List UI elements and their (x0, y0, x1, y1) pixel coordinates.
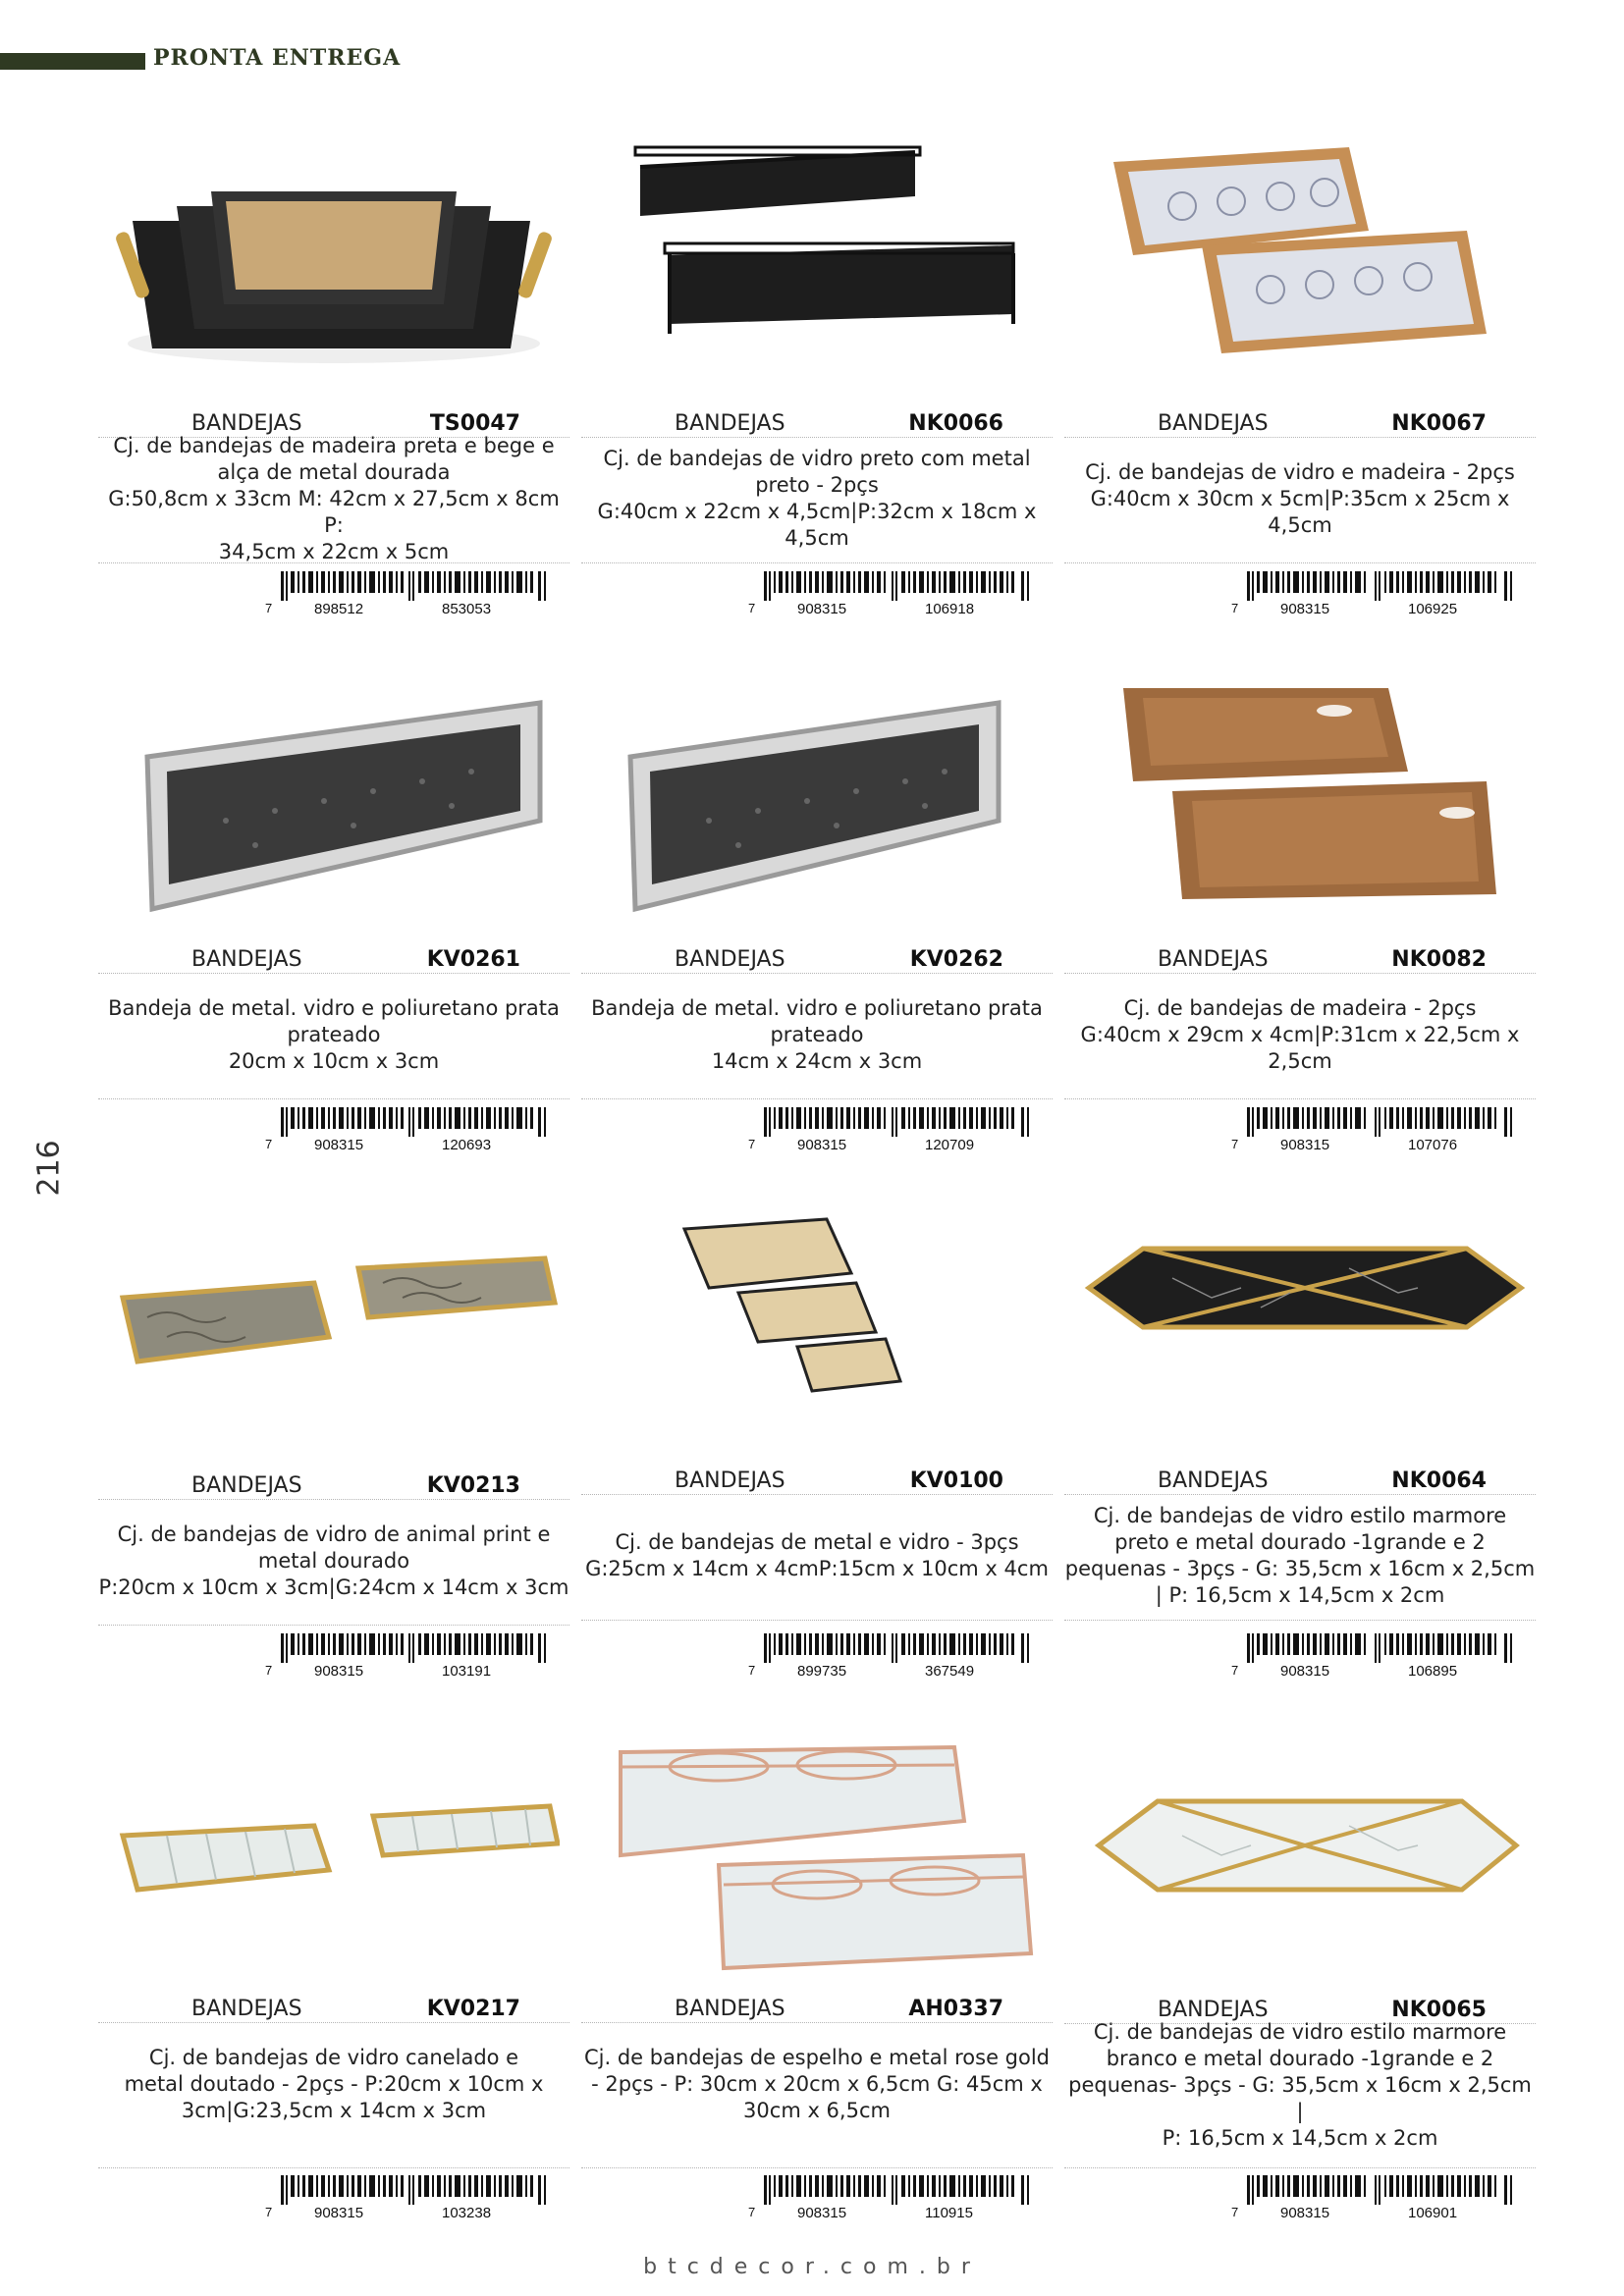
separator (581, 562, 1053, 563)
product-code: KV0262 (909, 947, 1003, 972)
barcode-right-digits: 106901 (1408, 2205, 1458, 2221)
barcode-lead-digit: 7 (748, 1137, 756, 1151)
product-category: BANDEJAS (675, 947, 785, 972)
product-category: BANDEJAS (191, 947, 302, 972)
product-image (1074, 1190, 1526, 1484)
separator (1064, 2167, 1536, 2168)
product-image (1074, 128, 1526, 422)
product-category: BANDEJAS (675, 1468, 785, 1493)
barcode-lead-digit: 7 (748, 1663, 756, 1678)
separator (581, 1098, 1053, 1099)
product-image (108, 1190, 560, 1484)
product-description: Cj. de bandejas de vidro estilo marmore branco e metal dourado -1grande e 2 pequenas- 3pçs - G: 35,5cm x 16cm x 2,5cm | P: 16,5cm x 14,5cm x 2cm (1068, 2019, 1532, 2150)
product-card (581, 1728, 1053, 2258)
product-description: Cj. de bandejas de vidro canelado e metal doutado - 2pçs - P:20cm x 10cm x 3cm|G:23,5cm x 14cm x 3cm (124, 2045, 544, 2122)
gold-glass-animal-print-trays-icon (108, 1190, 560, 1484)
barcode-bars-icon (281, 2175, 556, 2205)
product-image (108, 1728, 560, 2022)
silver-shagreen-tray-icon (108, 664, 560, 958)
product-code: AH0337 (908, 1997, 1003, 2021)
product-header (98, 943, 569, 974)
product-category: BANDEJAS (191, 1473, 302, 1498)
product-card (1064, 1728, 1536, 2258)
barcode (265, 2175, 560, 2220)
product-code: NK0066 (908, 411, 1003, 436)
wood-trays-icon (1074, 664, 1526, 958)
product-category: BANDEJAS (1158, 1998, 1269, 2022)
separator (1064, 1098, 1536, 1099)
barcode-bars-icon (764, 1633, 1039, 1663)
product-code: NK0082 (1391, 947, 1487, 972)
barcode-left-digits: 908315 (314, 2205, 364, 2221)
barcode (1231, 1633, 1526, 1679)
product-card (1064, 128, 1536, 658)
product-description: Cj. de bandejas de madeira preta e bege e alça de metal dourada G:50,8cm x 33cm M: 42cm x 27,5cm x 8cm P: 34,5cm x 22cm x 5cm (108, 433, 560, 563)
separator (1064, 1620, 1536, 1621)
barcode-lead-digit: 7 (748, 601, 756, 615)
white-marble-hexagon-trays-icon (1074, 1728, 1526, 2022)
barcode-bars-icon (1247, 2175, 1522, 2205)
product-category: BANDEJAS (1158, 1468, 1269, 1493)
product-card (1064, 1190, 1536, 1720)
barcode (1231, 571, 1526, 616)
barcode-right-digits: 106925 (1408, 601, 1458, 617)
product-header (581, 1993, 1053, 2023)
product-description: Bandeja de metal. vidro e poliuretano prata prateado 14cm x 24cm x 3cm (591, 995, 1043, 1073)
barcode-lead-digit: 7 (1231, 2205, 1239, 2219)
product-code: KV0261 (426, 947, 520, 972)
barcode-lead-digit: 7 (1231, 1663, 1239, 1678)
product-card (581, 664, 1053, 1194)
barcode (748, 2175, 1043, 2220)
product-image (108, 664, 560, 958)
product-header (98, 1993, 569, 2023)
barcode-right-digits: 103191 (442, 1663, 492, 1680)
product-image (591, 664, 1043, 958)
barcode-lead-digit: 7 (748, 2205, 756, 2219)
page-title: PRONTA ENTREGA (153, 45, 402, 71)
barcode-bars-icon (764, 2175, 1039, 2205)
barcode-left-digits: 908315 (797, 2205, 847, 2221)
product-description: Cj. de bandejas de vidro e madeira - 2pçs G:40cm x 30cm x 5cm|P:35cm x 25cm x 4,5cm (1085, 459, 1515, 537)
barcode-right-digits: 367549 (925, 1663, 975, 1680)
barcode-left-digits: 908315 (1280, 2205, 1330, 2221)
product-code: NK0067 (1391, 411, 1487, 436)
black-glass-trays-metal-rail-icon (591, 128, 1043, 422)
footer-url: btcdecor.com.br (643, 2255, 981, 2279)
barcode-bars-icon (1247, 1633, 1522, 1663)
barcode (265, 1633, 560, 1679)
barcode-bars-icon (281, 1633, 556, 1663)
barcode-right-digits: 107076 (1408, 1137, 1458, 1153)
product-description: Bandeja de metal. vidro e poliuretano prata prateado 20cm x 10cm x 3cm (108, 995, 560, 1073)
barcode-right-digits: 106895 (1408, 1663, 1458, 1680)
gold-fluted-glass-trays-icon (108, 1728, 560, 2022)
black-wood-trays-gold-handles-icon (108, 128, 560, 422)
page-number: 216 (31, 1140, 67, 1197)
barcode-bars-icon (281, 1107, 556, 1137)
product-code: KV0100 (909, 1468, 1003, 1493)
barcode-bars-icon (1247, 571, 1522, 601)
product-image (591, 1728, 1043, 2022)
black-metal-glass-box-trays-icon (591, 1190, 1043, 1484)
product-card (98, 1190, 569, 1720)
product-header (581, 943, 1053, 974)
barcode-right-digits: 106918 (925, 601, 975, 617)
rose-gold-mirror-trays-icon (591, 1728, 1043, 2022)
product-category: BANDEJAS (191, 1997, 302, 2021)
barcode-left-digits: 899735 (797, 1663, 847, 1680)
barcode-left-digits: 908315 (797, 601, 847, 617)
barcode-right-digits: 120709 (925, 1137, 975, 1153)
product-description: Cj. de bandejas de metal e vidro - 3pçs G:25cm x 14cm x 4cmP:15cm x 10cm x 4cm (585, 1530, 1049, 1580)
product-image (1074, 1728, 1526, 2022)
silver-shagreen-tray-icon (591, 664, 1043, 958)
barcode (748, 1633, 1043, 1679)
product-image (591, 128, 1043, 422)
separator (98, 562, 569, 563)
barcode (748, 1107, 1043, 1152)
product-header (98, 1469, 569, 1500)
separator (581, 2167, 1053, 2168)
product-card (98, 128, 569, 658)
separator (98, 2167, 569, 2168)
product-category: BANDEJAS (191, 411, 302, 436)
barcode-lead-digit: 7 (1231, 1137, 1239, 1151)
separator (1064, 562, 1536, 563)
product-card (581, 1190, 1053, 1720)
barcode-right-digits: 853053 (442, 601, 492, 617)
wood-glass-patterned-trays-icon (1074, 128, 1526, 422)
product-card (98, 664, 569, 1194)
barcode-lead-digit: 7 (265, 2205, 273, 2219)
product-card (1064, 664, 1536, 1194)
product-image (108, 128, 560, 422)
barcode-left-digits: 908315 (1280, 1663, 1330, 1680)
product-description: Cj. de bandejas de madeira - 2pçs G:40cm x 29cm x 4cm|P:31cm x 22,5cm x 2,5cm (1080, 995, 1520, 1073)
barcode-bars-icon (1247, 1107, 1522, 1137)
barcode-left-digits: 898512 (314, 601, 364, 617)
product-header (581, 1465, 1053, 1495)
product-code: KV0213 (426, 1473, 520, 1498)
product-code: TS0047 (429, 411, 520, 436)
product-code: KV0217 (426, 1997, 520, 2021)
product-card (98, 1728, 569, 2258)
barcode-lead-digit: 7 (265, 1137, 273, 1151)
separator (98, 1098, 569, 1099)
product-description: Cj. de bandejas de vidro preto com metal preto - 2pçs G:40cm x 22cm x 4,5cm|P:32cm x 18cm x 4,5cm (597, 447, 1037, 550)
barcode-right-digits: 110915 (925, 2205, 973, 2221)
product-image (591, 1190, 1043, 1484)
product-image (1074, 664, 1526, 958)
barcode (265, 571, 560, 616)
product-header (581, 407, 1053, 438)
product-code: NK0065 (1391, 1998, 1487, 2022)
barcode-left-digits: 908315 (1280, 1137, 1330, 1153)
product-category: BANDEJAS (1158, 947, 1269, 972)
product-card (581, 128, 1053, 658)
barcode-lead-digit: 7 (265, 601, 273, 615)
barcode-left-digits: 908315 (1280, 601, 1330, 617)
product-description: Cj. de bandejas de vidro de animal print e metal dourado P:20cm x 10cm x 3cm|G:24cm x 14cm x 3cm (98, 1522, 569, 1599)
product-description: Cj. de bandejas de espelho e metal rose gold - 2pçs - P: 30cm x 20cm x 6,5cm G: 45cm x 30cm x 6,5cm (583, 2045, 1051, 2122)
barcode-left-digits: 908315 (797, 1137, 847, 1153)
barcode-right-digits: 103238 (442, 2205, 492, 2221)
barcode (265, 1107, 560, 1152)
product-category: BANDEJAS (675, 411, 785, 436)
barcode (1231, 1107, 1526, 1152)
product-category: BANDEJAS (675, 1997, 785, 2021)
barcode-right-digits: 120693 (442, 1137, 492, 1153)
product-code: NK0064 (1391, 1468, 1487, 1493)
barcode-left-digits: 908315 (314, 1663, 364, 1680)
header-bar (0, 53, 145, 70)
barcode-bars-icon (764, 571, 1039, 601)
separator (98, 1625, 569, 1626)
barcode-lead-digit: 7 (1231, 601, 1239, 615)
product-description: Cj. de bandejas de vidro estilo marmore preto e metal dourado -1grande e 2 pequenas - 3pçs - G: 35,5cm x 16cm x 2,5cm | P: 16,5cm x 14,5cm x 2cm (1064, 1504, 1536, 1607)
black-marble-hexagon-trays-icon (1074, 1190, 1526, 1484)
barcode-left-digits: 908315 (314, 1137, 364, 1153)
product-header (1064, 1465, 1536, 1495)
product-header (1064, 407, 1536, 438)
barcode-bars-icon (764, 1107, 1039, 1137)
barcode (748, 571, 1043, 616)
separator (581, 1620, 1053, 1621)
barcode-bars-icon (281, 571, 556, 601)
product-header (1064, 943, 1536, 974)
barcode (1231, 2175, 1526, 2220)
barcode-lead-digit: 7 (265, 1663, 273, 1678)
product-category: BANDEJAS (1158, 411, 1269, 436)
